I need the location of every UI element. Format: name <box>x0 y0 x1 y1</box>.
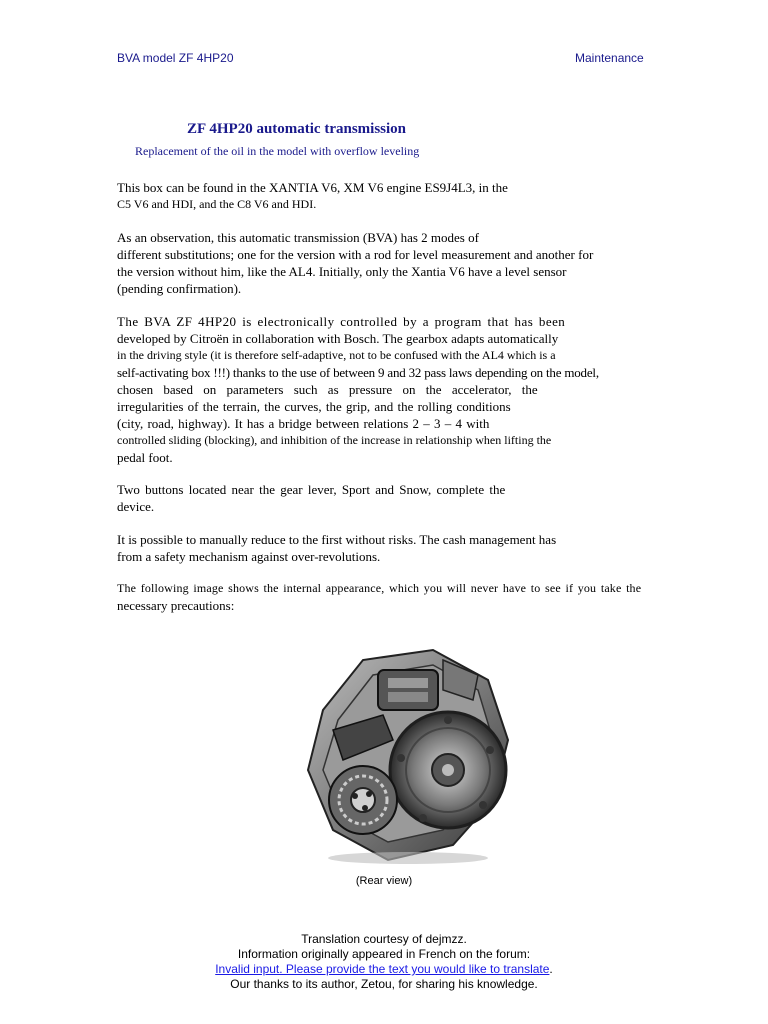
text-line: (pending confirmation). <box>117 281 242 296</box>
paragraph-image-intro <box>117 580 685 614</box>
page-subtitle: Replacement of the oil in the model with overflow leveling <box>135 144 420 158</box>
text-line: This box can be found in the XANTIA V6, XM V6 engine ES9J4L3, in the <box>117 180 508 195</box>
text-line: As an observation, this automatic transmission (BVA) has 2 modes of <box>117 230 479 245</box>
footer-credits <box>0 932 768 992</box>
figure-caption: (Rear view) <box>355 875 413 887</box>
page-title: ZF 4HP20 automatic transmission <box>187 121 407 137</box>
paragraph-availability <box>117 179 685 213</box>
text-line: The BVA ZF 4HP20 is electronically controlled by a program that has been <box>117 314 566 329</box>
paragraph-control <box>117 313 685 466</box>
text-line: (city, road, highway). It has a bridge between relations 2 – 3 – 4 with <box>117 416 490 431</box>
text-line: from a safety mechanism against over-revolutions. <box>117 549 381 564</box>
text-line: C5 V6 and HDI, and the C8 V6 and HDI. <box>117 197 317 211</box>
text-line: It is possible to manually reduce to the first without risks. The cash management has <box>117 532 557 547</box>
text-line: developed by Citroën in collaboration with Bosch. The gearbox adapts automatically <box>117 331 559 346</box>
text-line: the version without him, like the AL4. Initially, only the Xantia V6 have a level sensor <box>117 264 567 279</box>
text-line: chosen based on parameters such as pressure on the accelerator, the <box>117 382 538 397</box>
footer-translation-credit: Translation courtesy of dejmzz. <box>301 932 467 946</box>
footer-thanks: Our thanks to its author, Zetou, for sharing his knowledge. <box>230 977 538 991</box>
paragraph-buttons <box>117 481 685 515</box>
header-model: BVA model ZF 4HP20 <box>117 51 234 65</box>
text-line: Two buttons located near the gear lever, Sport and Snow, complete the <box>117 482 506 497</box>
forum-link[interactable]: Invalid input. Please provide the text you would like to translate <box>215 962 550 976</box>
text-line: The following image shows the internal appearance, which you will never have to see if you take the <box>117 581 642 595</box>
transmission-image <box>293 640 519 866</box>
text-line: controlled sliding (blocking), and inhibition of the increase in relationship when lifting the <box>117 433 552 447</box>
footer-link-suffix: . <box>549 962 553 976</box>
text-line: self-activating box !!!) thanks to the use of between 9 and 32 pass laws depending on the model, <box>117 365 599 380</box>
footer-origin-note: Information originally appeared in French on the forum: <box>237 947 531 961</box>
text-line: irregularities of the terrain, the curves, the grip, and the rolling conditions <box>117 399 511 414</box>
text-line: device. <box>117 499 155 514</box>
text-line: necessary precautions: <box>117 598 235 613</box>
text-line: different substitutions; one for the version with a rod for level measurement and another for <box>117 247 594 262</box>
paragraph-observation <box>117 229 685 297</box>
paragraph-safety <box>117 531 685 565</box>
text-line: pedal foot. <box>117 450 173 465</box>
header-section: Maintenance <box>575 51 644 65</box>
text-line: in the driving style (it is therefore self-adaptive, not to be confused with the AL4 which is a <box>117 348 556 362</box>
footer-link-line <box>0 962 768 977</box>
